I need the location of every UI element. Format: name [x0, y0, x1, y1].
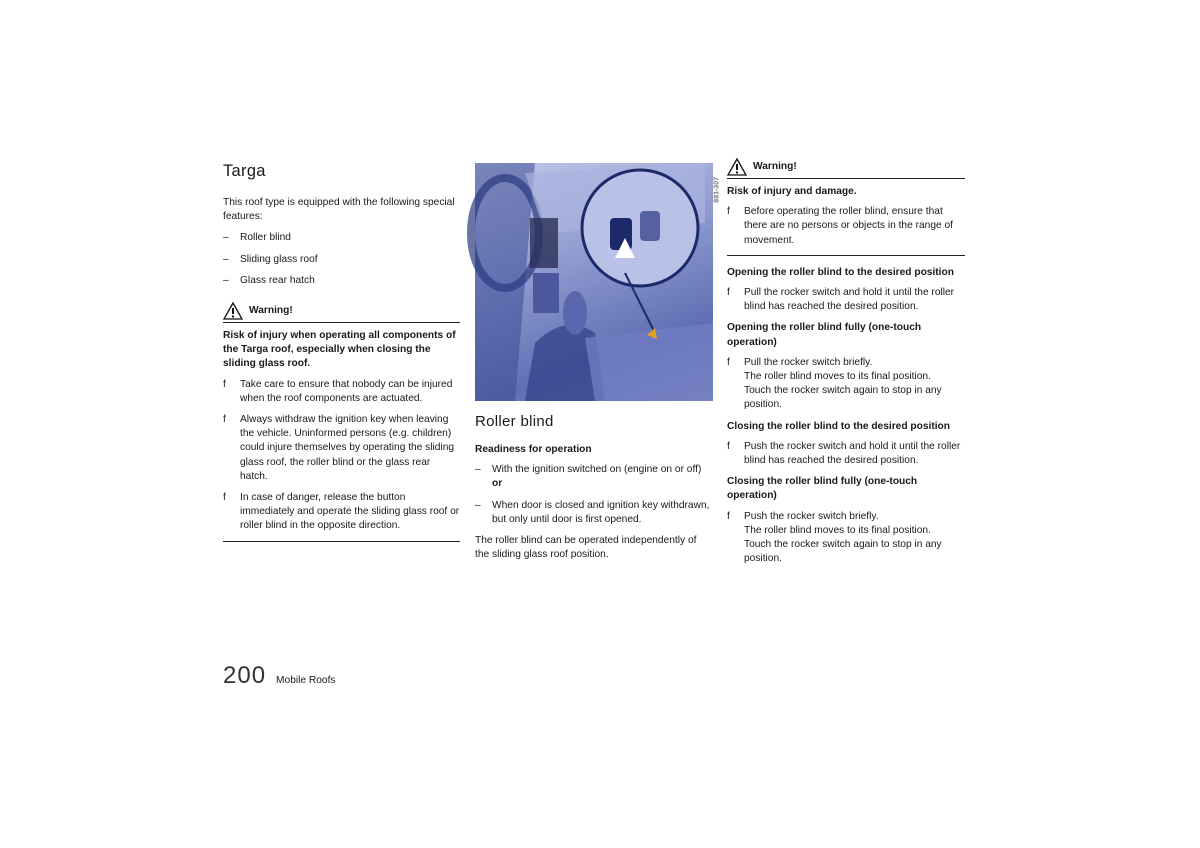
instruction-steps [727, 510, 965, 567]
bullet-marker: f [223, 414, 226, 426]
intro-text: This roof type is equipped with the following special features: [223, 197, 455, 223]
step-text: The roller blind moves to its final position. [744, 524, 931, 536]
warning-title: Risk of injury when operating all components of the Targa roof, especially when closing the sliding glass roof. [223, 330, 456, 370]
step-text: The roller blind moves to its final position. [744, 371, 931, 383]
instruction-heading: Closing the roller blind to the desired position [727, 420, 951, 432]
warning-items [223, 378, 460, 534]
warning-item [223, 413, 460, 484]
warning-item-text: Always withdraw the ignition key when leaving the vehicle. Uninformed persons (e.g. children) could injure themselves by operating the sliding glass roof, the roller blind or the glass rear hatch. [240, 414, 455, 482]
readiness-heading: Readiness for operation [475, 444, 592, 455]
chapter-title: Mobile Roofs [276, 675, 336, 686]
bullet-marker: f [223, 378, 226, 390]
step-text: Pull the rocker switch briefly. [744, 356, 873, 368]
step-text: Touch the rocker switch again to stop in any position. [744, 385, 942, 411]
readiness-list [475, 463, 713, 527]
bullet-marker: f [727, 356, 730, 368]
interior-photo [475, 163, 721, 401]
roller-blind-note: The roller blind can be operated independently of the sliding glass roof position. [475, 535, 697, 561]
bullet-marker: f [727, 440, 730, 452]
warning-item [223, 491, 460, 534]
instruction-steps [727, 286, 965, 314]
features-list [223, 231, 460, 288]
instruction-heading: Opening the roller blind fully (one-touch operation) [727, 322, 922, 348]
instruction-steps [727, 440, 965, 468]
warning-item [223, 378, 460, 406]
warning-box [223, 302, 460, 542]
warning-item [727, 205, 965, 248]
instruction-heading: Opening the roller blind to the desired position [727, 266, 954, 278]
warning-item-text: Before operating the roller blind, ensure that there are no persons or objects in the range of movement. [744, 206, 953, 246]
photo-code: 881-307 [714, 177, 721, 203]
step-text: Push the rocker switch briefly. [744, 510, 879, 522]
instruction-section [727, 420, 965, 469]
column-roller-blind [475, 163, 721, 569]
instruction-steps [727, 356, 965, 413]
warning-box [727, 158, 965, 256]
column-targa [223, 160, 460, 542]
warning-header [223, 302, 460, 323]
interior-illustration [475, 163, 713, 401]
warning-item-text: In case of danger, release the button immediately and operate the sliding glass roof or roller blind in the opposite direction. [240, 492, 460, 532]
feature-item: – Roller blind [223, 231, 460, 245]
bullet-marker: f [727, 287, 730, 299]
page-number: 200 [223, 662, 267, 689]
column-operation [727, 158, 965, 573]
warning-end-rule [223, 541, 460, 542]
instruction-step [727, 440, 965, 468]
feature-item: – Glass rear hatch [223, 274, 460, 288]
warning-label: Warning! [753, 160, 797, 172]
bullet-marker: f [727, 206, 730, 218]
warning-header [727, 158, 965, 179]
warning-items [727, 205, 965, 248]
warning-triangle-icon [727, 158, 747, 176]
warning-title: Risk of injury and damage. [727, 186, 857, 197]
instruction-section [727, 475, 965, 566]
instruction-section [727, 321, 965, 412]
step-text: Touch the rocker switch again to stop in any position. [744, 539, 942, 565]
warning-item-text: Take care to ensure that nobody can be injured when the roof components are actuated. [240, 378, 453, 404]
instruction-step [727, 510, 965, 567]
feature-item: – Sliding glass roof [223, 253, 460, 267]
readiness-item-text: – With the ignition switched on (engine on or off) [492, 464, 702, 476]
section-title-roller-blind: Roller blind [475, 413, 554, 430]
bullet-marker: f [223, 492, 226, 504]
warning-triangle-icon [223, 302, 243, 320]
instruction-step [727, 286, 965, 314]
step-text: Push the rocker switch and hold it until the roller blind has reached the desired position. [744, 440, 961, 467]
warning-end-rule [727, 255, 965, 256]
step-text: Pull the rocker switch and hold it until the roller blind has reached the desired position. [744, 287, 955, 313]
bullet-marker: f [727, 510, 730, 522]
instruction-section [727, 266, 965, 315]
instruction-step [727, 356, 965, 413]
readiness-item: – When door is closed and ignition key withdrawn, but only until door is first opened. [475, 499, 713, 527]
readiness-item [475, 463, 713, 491]
instruction-heading: Closing the roller blind fully (one-touch operation) [727, 476, 918, 502]
warning-label: Warning! [249, 304, 293, 316]
page-footer [223, 662, 336, 690]
or-label: or [492, 478, 503, 490]
section-title-targa: Targa [223, 162, 266, 180]
